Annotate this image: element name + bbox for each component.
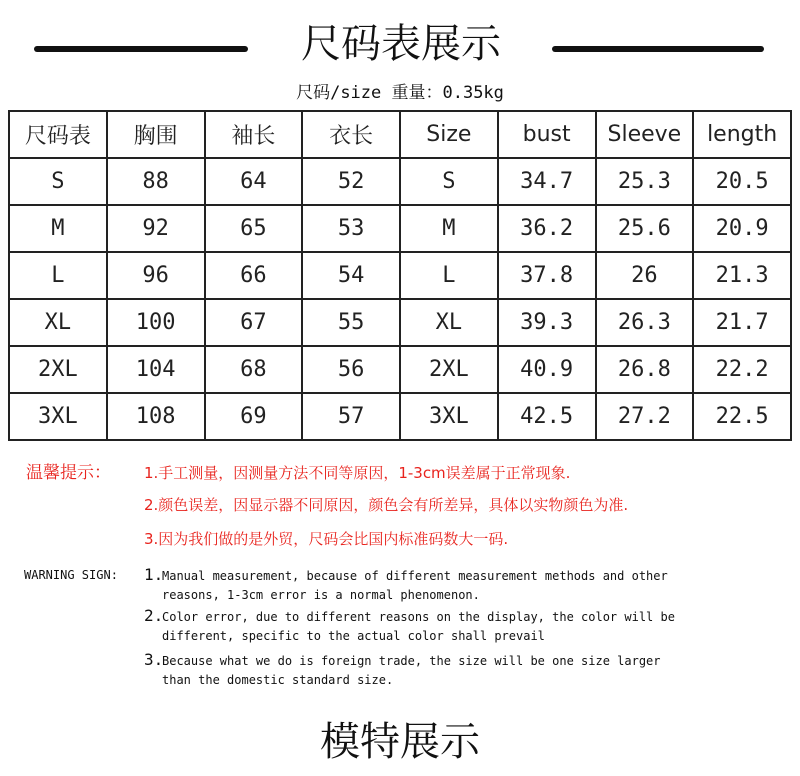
table-cell: 20.9	[693, 205, 791, 252]
cn-notes-label: 温馨提示：	[26, 463, 111, 483]
header-cell: length	[693, 111, 791, 158]
table-cell: 53	[302, 205, 400, 252]
table-cell: 22.5	[693, 393, 791, 440]
table-cell: 54	[302, 252, 400, 299]
warning-text: Color error, due to different reasons on the display, the color will be different, specific to the actual color shall prevail	[162, 610, 675, 643]
header-cell: Size	[400, 111, 498, 158]
header-cell: 尺码表	[9, 111, 107, 158]
title-rule-right	[552, 46, 764, 52]
cn-note-text: 2.颜色误差，因显示器不同原因，颜色会有所差异，具体以实物颜色为准.	[144, 496, 629, 514]
table-cell: 21.3	[693, 252, 791, 299]
table-cell: S	[400, 158, 498, 205]
table-cell: 3XL	[9, 393, 107, 440]
header-cell: 衣长	[302, 111, 400, 158]
warning-number: 1.	[144, 565, 164, 584]
header-cell: 胸围	[107, 111, 205, 158]
table-cell: 37.8	[498, 252, 596, 299]
table-row	[9, 158, 791, 205]
table-cell: 26.3	[596, 299, 694, 346]
cn-note-text: 3.因为我们做的是外贸，尺码会比国内标准码数大一码.	[144, 530, 509, 548]
warning-number: 3.	[144, 650, 164, 669]
title-rule-left	[34, 46, 248, 52]
cn-note-1	[26, 458, 570, 483]
table-cell: 68	[205, 346, 303, 393]
cn-note-3	[144, 528, 508, 549]
table-cell: 26.8	[596, 346, 694, 393]
table-row	[9, 252, 791, 299]
header-cell: Sleeve	[596, 111, 694, 158]
table-cell: 65	[205, 205, 303, 252]
table-cell: 42.5	[498, 393, 596, 440]
page-title: 尺码表展示	[301, 21, 501, 67]
table-cell: 100	[107, 299, 205, 346]
table-cell: 67	[205, 299, 303, 346]
cn-note-2	[144, 494, 628, 515]
table-cell: 55	[302, 299, 400, 346]
table-row	[9, 346, 791, 393]
table-cell: 57	[302, 393, 400, 440]
table-cell: 92	[107, 205, 205, 252]
table-row	[9, 299, 791, 346]
warning-text: Because what we do is foreign trade, the size will be one size larger than the domestic standard size.	[162, 654, 661, 687]
table-cell: 56	[302, 346, 400, 393]
warning-text: Manual measurement, because of different measurement methods and other reasons, 1-3cm error is a normal phenomenon.	[162, 569, 668, 602]
table-row	[9, 205, 791, 252]
table-cell: 20.5	[693, 158, 791, 205]
table-cell: 2XL	[400, 346, 498, 393]
table-cell: 96	[107, 252, 205, 299]
table-cell: 34.7	[498, 158, 596, 205]
table-cell: XL	[400, 299, 498, 346]
table-cell: M	[9, 205, 107, 252]
table-cell: 36.2	[498, 205, 596, 252]
model-showcase-title: 模特展示	[320, 719, 480, 765]
table-cell: 88	[107, 158, 205, 205]
table-cell: 22.2	[693, 346, 791, 393]
size-chart-table	[8, 110, 792, 441]
table-cell: 39.3	[498, 299, 596, 346]
table-cell: XL	[9, 299, 107, 346]
table-cell: 40.9	[498, 346, 596, 393]
table-cell: 104	[107, 346, 205, 393]
table-cell: 21.7	[693, 299, 791, 346]
table-cell: 27.2	[596, 393, 694, 440]
table-cell: 25.3	[596, 158, 694, 205]
table-cell: 52	[302, 158, 400, 205]
table-cell: 64	[205, 158, 303, 205]
weight-subtitle: 尺码/size 重量：0.35kg	[296, 83, 504, 103]
table-cell: 108	[107, 393, 205, 440]
header-cell: 袖长	[205, 111, 303, 158]
table-cell: 66	[205, 252, 303, 299]
table-cell: 25.6	[596, 205, 694, 252]
table-cell: 3XL	[400, 393, 498, 440]
table-cell: M	[400, 205, 498, 252]
table-cell: 69	[205, 393, 303, 440]
table-row	[9, 393, 791, 440]
table-cell: S	[9, 158, 107, 205]
table-cell: 2XL	[9, 346, 107, 393]
warning-label: WARNING SIGN:	[24, 568, 118, 582]
header-cell: bust	[498, 111, 596, 158]
table-cell: L	[400, 252, 498, 299]
table-cell: L	[9, 252, 107, 299]
table-header-row	[9, 111, 791, 158]
title-row	[0, 16, 800, 76]
cn-note-text: 1.手工测量，因测量方法不同等原因，1-3cm误差属于正常现象.	[144, 464, 571, 482]
warning-number: 2.	[144, 606, 164, 625]
table-cell: 26	[596, 252, 694, 299]
